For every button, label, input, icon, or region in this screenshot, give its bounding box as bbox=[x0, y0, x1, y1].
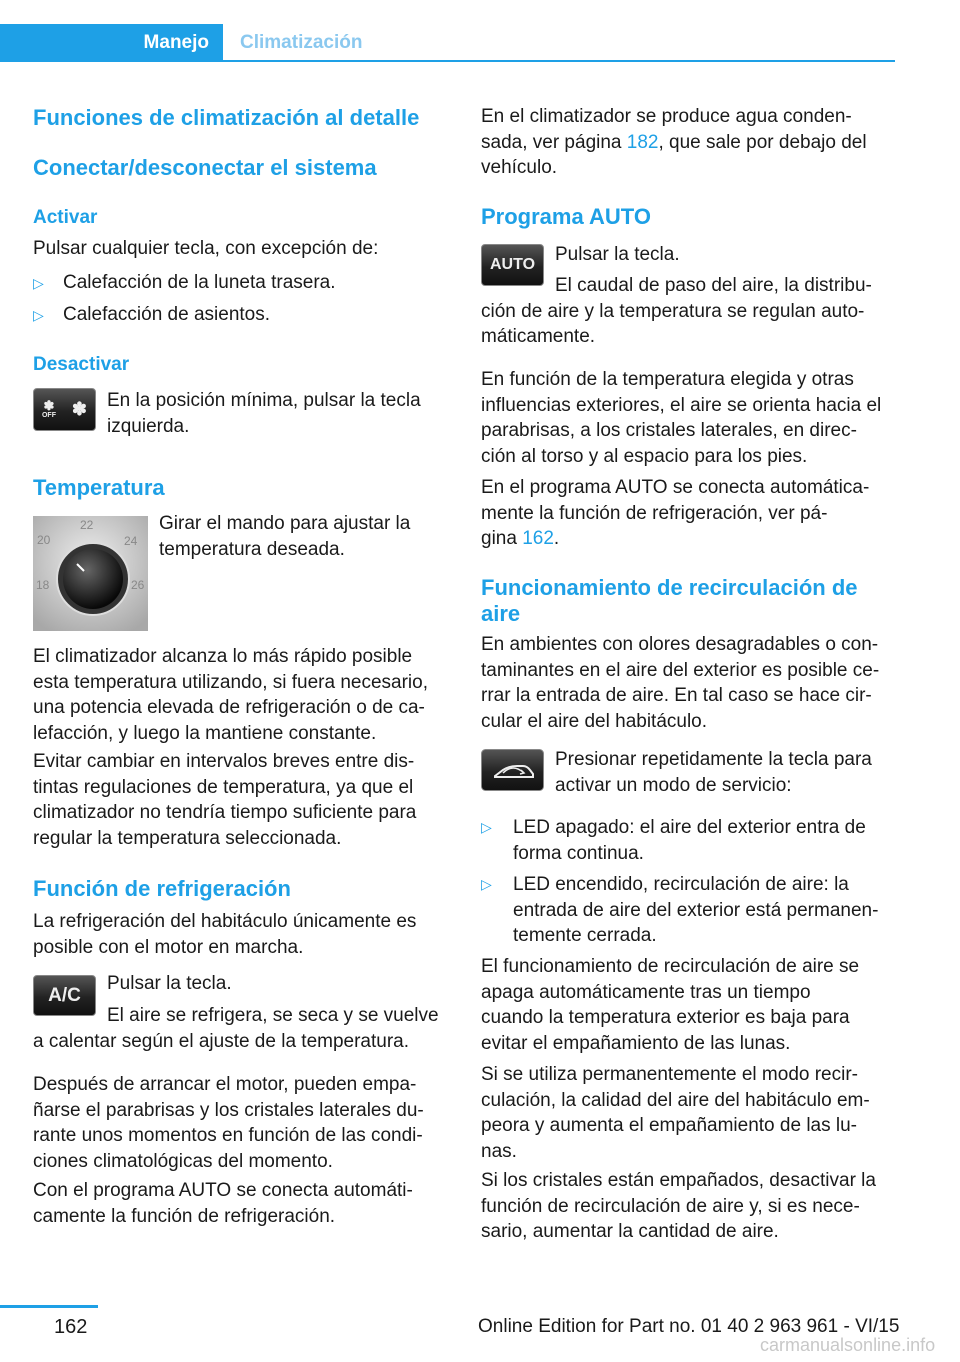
recirculation-button-icon bbox=[481, 749, 544, 791]
refrigeracion-p1: La refrigeración del habitáculo únicamente es posible con el motor en marcha. bbox=[33, 911, 417, 958]
list-item-text: Calefacción de la luneta trasera. bbox=[63, 272, 336, 293]
fan-off-button-image bbox=[33, 388, 96, 431]
auto-p3: En el programa AUTO se conecta automática‐ mente la función de refrigeración, ver pá‐ gina 162. bbox=[481, 477, 870, 549]
tab-climatizacion[interactable]: Climatización bbox=[240, 32, 363, 53]
heading-programa-auto: Programa AUTO bbox=[481, 204, 651, 229]
heading-funciones: Funciones de climatización al detalle bbox=[33, 105, 420, 130]
list-item bbox=[481, 872, 878, 949]
recirculacion-p2: El funcionamiento de recirculación de aire se apaga automáticamente tras un tiempo cuando la temperatura exterior es baja para evitar el empañamiento de las lunas. bbox=[481, 956, 860, 1054]
bullet-triangle-icon: ▷ bbox=[481, 876, 492, 892]
activar-text: Pulsar cualquier tecla, con excepción de: bbox=[33, 238, 379, 259]
header-rule bbox=[0, 60, 895, 62]
recirculacion-p3: Si se utiliza permanentemente el modo recir‐ culación, la calidad del aire del habitáculo em‐ peora y aumenta el empañamiento de las lu‐ nas. bbox=[481, 1064, 870, 1162]
heading-desactivar: Desactivar bbox=[33, 354, 130, 375]
recirculacion-p1: En ambientes con olores desagradables o con‐ taminantes en el aire del exterior es posible ce‐ rrar la entrada de aire. En tal caso se hace cir‐ cular el aire del habitáculo. bbox=[481, 634, 880, 732]
tab-manejo[interactable]: Manejo bbox=[0, 24, 223, 62]
recirculacion-p4: Si los cristales están empañados, desactivar la función de recirculación de aire y, si es nece‐ sario, aumentar la cantidad de aire. bbox=[481, 1170, 876, 1242]
desactivar-text: En la posición mínima, pulsar la tecla izquierda. bbox=[107, 390, 421, 437]
list-item-text: Calefacción de asientos. bbox=[63, 304, 271, 325]
auto-p2: En función de la temperatura elegida y otras influencias exteriores, el aire se orienta hacia el parabrisas, a los cristales laterales, en direc‐ ción al torso y al espacio para los pies. bbox=[481, 369, 882, 467]
fan-small-icon: ✽ OFF bbox=[41, 398, 56, 419]
auto-p: El caudal de paso del aire, la distribu‐ ción de aire y la temperatura se regulan auto‐ máticamente. bbox=[481, 275, 872, 347]
condensed-water-text: En el climatizador se produce agua conden‐ sada, ver página 182, que sale por debajo del vehículo. bbox=[481, 106, 867, 178]
recirculacion-text: Presionar repetidamente la tecla para activar un modo de servicio: bbox=[555, 749, 872, 796]
page-link-162[interactable]: 162 bbox=[522, 528, 554, 549]
page-number: 162 bbox=[54, 1316, 88, 1338]
temperatura-text: Girar el mando para ajustar la temperatura deseada. bbox=[159, 513, 411, 560]
temperature-dial-icon bbox=[33, 516, 148, 631]
fan-large-icon: ✽ bbox=[71, 399, 88, 419]
list-item-text: LED encendido, recirculación de aire: la entrada de aire del exterior está permanen‐ temente cerrada. bbox=[513, 874, 879, 946]
heading-recirculacion: Funcionamiento de recirculación de aire bbox=[481, 575, 858, 626]
auto-text: Pulsar la tecla. bbox=[555, 244, 680, 265]
ac-p: El aire se refrigera, se seca y se vuelve a calentar según el ajuste de la temperatura. bbox=[33, 1005, 439, 1052]
heading-activar: Activar bbox=[33, 207, 98, 228]
temperatura-p2: Evitar cambiar en intervalos breves entre dis‐ tintas regulaciones de temperatura, ya que el climatizador no tendría tiempo suficiente para regular la temperatura seleccionada. bbox=[33, 751, 417, 849]
ac-button-image: A/C bbox=[33, 975, 96, 1016]
bullet-triangle-icon: ▷ bbox=[481, 819, 492, 835]
refrigeracion-p3: Con el programa AUTO se conecta automáti‐ camente la función de refrigeración. bbox=[33, 1180, 413, 1227]
list-item-text: LED apagado: el aire del exterior entra de forma continua. bbox=[513, 817, 866, 864]
dial-label: 22 bbox=[80, 518, 94, 532]
dial-label: 20 bbox=[37, 533, 51, 547]
dial-label: 24 bbox=[124, 534, 138, 548]
auto-button-image: AUTO bbox=[481, 244, 544, 286]
heading-refrigeracion: Función de refrigeración bbox=[33, 876, 291, 901]
temperatura-p1: El climatizador alcanza lo más rápido posible esta temperatura utilizando, si fuera necesario, una potencia elevada de refrigeración o de ca‐ lefacción, y luego la mantiene constante. bbox=[33, 646, 428, 744]
dial-label: 18 bbox=[36, 578, 50, 592]
list-item bbox=[33, 270, 336, 297]
heading-conectar: Conectar/desconectar el sistema bbox=[33, 155, 377, 180]
page-number-rule bbox=[0, 1305, 98, 1308]
bullet-triangle-icon: ▷ bbox=[33, 275, 44, 291]
dial-label: 26 bbox=[131, 578, 145, 592]
ac-text: Pulsar la tecla. bbox=[107, 973, 232, 994]
watermark: carmanualsonline.info bbox=[760, 1335, 936, 1355]
edition-note: Online Edition for Part no. 01 40 2 963 961 - VI/15 bbox=[478, 1316, 900, 1337]
list-item bbox=[481, 815, 866, 866]
heading-temperatura: Temperatura bbox=[33, 475, 165, 500]
bullet-triangle-icon: ▷ bbox=[33, 307, 44, 323]
page-link-182[interactable]: 182 bbox=[626, 131, 659, 153]
refrigeracion-p2: Después de arrancar el motor, pueden empa‐ ñarse el parabrisas y los cristales laterales du‐ rante unos momentos en función de las condi‐ ciones climatológicas del momento. bbox=[33, 1074, 424, 1172]
list-item bbox=[33, 302, 270, 329]
